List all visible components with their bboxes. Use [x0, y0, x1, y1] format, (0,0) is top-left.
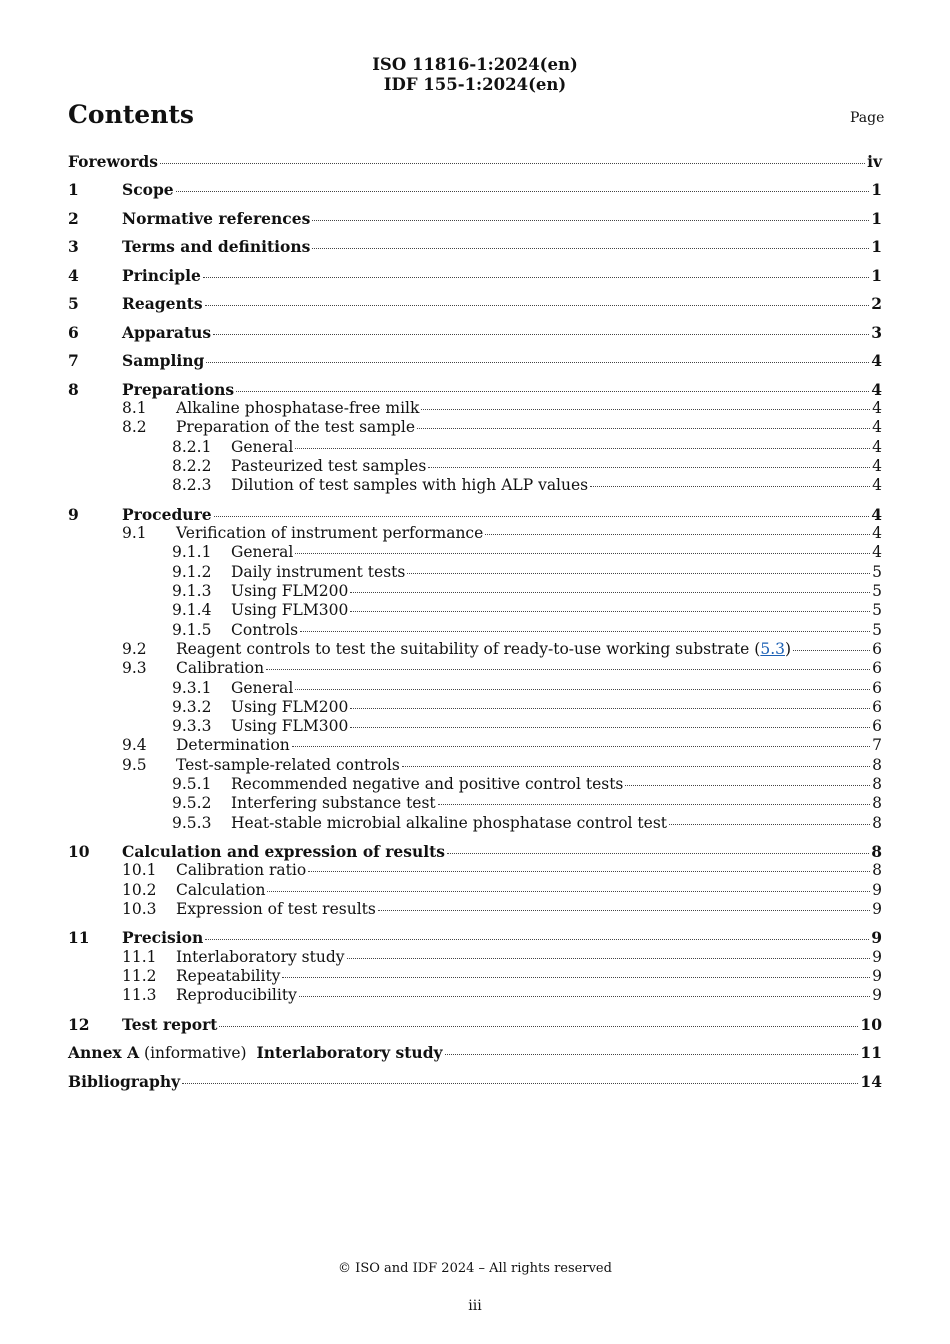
dot-leader [236, 379, 869, 392]
toc-entry-title-text: Daily instrument tests [231, 562, 406, 581]
toc-entry-title-text: Precision [122, 928, 204, 948]
toc-entry-title [68, 152, 158, 171]
toc-entry-title [231, 621, 298, 640]
toc-entry-title [122, 294, 203, 313]
dot-leader [485, 522, 870, 535]
toc-entry-page: 4 [872, 418, 882, 437]
dot-leader [267, 879, 870, 892]
toc-entry-page: 4 [871, 351, 882, 371]
toc-entry-title-text: Verification of instrument performance [176, 524, 484, 543]
toc-entry-title-text: Apparatus [122, 322, 212, 342]
toc-entry-page: 9 [872, 880, 882, 899]
toc-entry-title [122, 505, 212, 524]
document-header [0, 55, 950, 95]
dot-leader [669, 812, 870, 825]
dot-leader [347, 946, 871, 959]
toc-entry-title [231, 814, 667, 833]
toc-entry-number: 1 [68, 180, 79, 200]
toc-entry-title [122, 928, 203, 947]
toc-entry-title-text: Heat-stable microbial alkaline phosphatase control test [231, 813, 668, 832]
toc-entry-number: 9.1.4 [172, 601, 212, 620]
toc-entry-page: 5 [872, 601, 882, 620]
toc-entry-page: iv [867, 152, 882, 171]
toc-entry-page: 4 [871, 504, 882, 524]
toc-entry-number: 2 [68, 208, 79, 228]
dot-leader [350, 599, 870, 612]
annex-informative-label: (informative) [139, 1044, 257, 1063]
toc-entry[interactable] [68, 900, 882, 919]
toc-entry-number: 7 [68, 351, 79, 371]
toc-entry[interactable] [68, 476, 882, 495]
dot-leader [350, 580, 870, 593]
toc-entry-page: 4 [872, 476, 882, 495]
toc-entry-title-text: Preparation of the test sample [176, 418, 416, 437]
dot-leader [205, 927, 869, 940]
toc-entry-title-text: Expression of test results [176, 899, 376, 918]
toc-entry-page: 4 [872, 437, 882, 456]
copyright-footer: © ISO and IDF 2024 – All rights reserved [338, 1261, 612, 1276]
dot-leader [205, 293, 870, 306]
toc-entry-title-text: Principle [122, 265, 201, 285]
toc-entry-number: 9.3.2 [172, 697, 212, 716]
dot-leader [295, 541, 870, 554]
toc-entry-title-text: Controls [231, 620, 299, 639]
toc-entry-title-text: Using FLM200 [231, 697, 349, 716]
toc-entry-number: 11.1 [122, 947, 157, 966]
toc-entry-page: 8 [872, 861, 882, 880]
toc-entry-number: 9.1.5 [172, 620, 212, 639]
toc-entry[interactable] [68, 351, 882, 370]
toc-entry-number: 8.2.1 [172, 437, 212, 456]
toc-entry-title [231, 476, 588, 495]
toc-entry-title-text: Test report [122, 1014, 218, 1034]
toc-entry-number: 9.5.3 [172, 813, 212, 832]
toc-entry-title [122, 380, 234, 399]
dot-leader [445, 1042, 859, 1055]
toc-entry[interactable] [68, 180, 882, 199]
toc-entry[interactable] [68, 1072, 882, 1091]
toc-entry-title-text: Sampling [122, 351, 205, 371]
toc-entry-page: 2 [871, 294, 882, 314]
toc-entry-title-text: Calculation and expression of results [122, 842, 446, 862]
toc-entry-title-text: Repeatability [176, 967, 281, 986]
dot-leader [793, 638, 870, 651]
toc-entry-title [68, 1072, 180, 1091]
toc-entry-page: 1 [871, 237, 882, 257]
toc-entry-page: 5 [872, 562, 882, 581]
toc-entry-page: 6 [872, 678, 882, 697]
toc-entry-page: 5 [872, 582, 882, 601]
toc-entry-number: 9.4 [122, 736, 147, 755]
dot-leader [206, 350, 869, 363]
toc-entry-page: 6 [872, 639, 882, 658]
toc-entry-title [176, 881, 265, 900]
toc-entry-page: 8 [872, 813, 882, 832]
toc-entry-title [176, 659, 264, 678]
dot-leader [421, 397, 870, 410]
toc-entry-page: 9 [872, 967, 882, 986]
toc-entry-number: 11.2 [122, 967, 157, 986]
dot-leader [266, 657, 870, 670]
toc-entry-title-text: Bibliography [68, 1071, 181, 1091]
toc-entry-title [122, 351, 204, 370]
toc-entry-number: 10.2 [122, 880, 157, 899]
toc-entry-title [231, 698, 348, 717]
toc-entry-number: 8.2.2 [172, 457, 212, 476]
dot-leader [447, 841, 869, 854]
page-column-label: Page [850, 110, 885, 126]
toc-entry-number: 8 [68, 379, 79, 399]
dot-leader [308, 859, 870, 872]
toc-entry-number: 9.3.1 [172, 678, 212, 697]
toc-entry-title [122, 1015, 217, 1034]
toc-entry-number: 8.2.3 [172, 476, 212, 495]
toc-entry-title-text: Preparations [122, 379, 235, 399]
toc-entry-title-text: Reproducibility [176, 986, 297, 1005]
toc-entry-title-text: Reagents [122, 294, 203, 314]
toc-entry-title-text: Using FLM300 [231, 717, 349, 736]
dot-leader [590, 474, 870, 487]
toc-entry[interactable] [68, 294, 882, 313]
toc-entry[interactable] [68, 323, 882, 342]
toc-entry-title-text: Alkaline phosphatase-free milk [176, 399, 420, 418]
table-of-contents [68, 152, 882, 1091]
toc-entry-number: 9.3 [122, 659, 147, 678]
annex-label: Annex A [68, 1043, 140, 1063]
toc-entry-title [231, 438, 293, 457]
toc-entry-title [231, 582, 348, 601]
toc-entry-title-text: Interlaboratory study [256, 1043, 443, 1063]
toc-entry-number: 12 [68, 1014, 90, 1034]
toc-entry-page: 7 [872, 736, 882, 755]
toc-entry-title [122, 237, 310, 256]
page-title: Contents [68, 100, 195, 129]
toc-entry-title-text: Calculation [176, 880, 266, 899]
toc-entry-page: 1 [871, 265, 882, 285]
dot-leader [312, 236, 869, 249]
toc-entry-number: 9.1.3 [172, 582, 212, 601]
toc-entry-title-text: Recommended negative and positive control tests [231, 775, 624, 793]
dot-leader [176, 179, 870, 192]
toc-entry-number: 9.5 [122, 755, 147, 774]
toc-entry-number: 5 [68, 294, 79, 314]
toc-entry-page: 4 [871, 379, 882, 399]
toc-entry[interactable] [68, 1043, 882, 1062]
toc-entry-title-text: General [231, 678, 294, 697]
toc-entry-title-text: Using FLM300 [231, 601, 349, 620]
toc-entry-page: 5 [872, 620, 882, 639]
toc-entry[interactable] [68, 152, 882, 171]
toc-entry-title-suffix: ) [785, 639, 792, 658]
dot-leader [350, 696, 870, 709]
toc-entry-number: 9.1.1 [172, 543, 212, 562]
dot-leader [292, 734, 870, 747]
toc-entry-page: 4 [872, 524, 882, 543]
toc-entry-number: 11.3 [122, 986, 157, 1005]
dot-leader [312, 208, 869, 221]
toc-entry-page: 8 [872, 794, 882, 813]
toc-entry-title-text: Calibration ratio [176, 861, 307, 880]
toc-entry-title [176, 900, 376, 919]
toc-entry[interactable] [68, 1015, 882, 1034]
toc-entry-number: 9.1.2 [172, 562, 212, 581]
toc-entry-title [122, 209, 310, 228]
toc-entry-title-text: Procedure [122, 504, 212, 524]
dot-leader [625, 773, 870, 786]
toc-entry-title [176, 756, 400, 775]
dot-leader [214, 504, 870, 517]
toc-entry-title-text: Interlaboratory study [176, 947, 345, 966]
toc-entry-title [176, 399, 419, 418]
toc-entry-page: 8 [872, 755, 882, 774]
dot-leader [407, 561, 870, 574]
toc-entry-title [68, 1043, 443, 1063]
toc-entry-title-text: Pasteurized test samples [231, 457, 427, 476]
toc-entry-page: 6 [872, 697, 882, 716]
dot-leader [182, 1071, 858, 1084]
toc-entry-number: 9.5.2 [172, 794, 212, 813]
toc-entry-title-text: General [231, 543, 294, 562]
toc-entry-number: 9.3.3 [172, 717, 212, 736]
toc-entry-page: 9 [871, 928, 882, 948]
toc-entry-title-text: Determination [176, 736, 290, 755]
toc-entry-title-text: Reagent controls to test the suitability of ready-to-use working substrate ( [176, 639, 761, 658]
toc-entry-page: 3 [871, 322, 882, 342]
toc-entry-title-text: Using FLM200 [231, 582, 349, 601]
toc-entry[interactable] [68, 621, 882, 640]
toc-entry-title [176, 967, 280, 986]
toc-entry-page: 9 [872, 899, 882, 918]
toc-entry-page: 1 [871, 208, 882, 228]
toc-entry[interactable] [68, 209, 882, 228]
toc-entry-title-text: Test-sample-related controls [176, 755, 400, 774]
toc-entry[interactable] [68, 266, 882, 285]
dot-leader [300, 619, 870, 632]
toc-entry[interactable] [68, 986, 882, 1005]
toc-entry-title-text: Calibration [176, 659, 265, 678]
page-number: iii [468, 1298, 482, 1314]
toc-entry-number: 10.1 [122, 861, 157, 880]
dot-leader [160, 151, 865, 164]
toc-entry-number: 4 [68, 265, 79, 285]
toc-entry-page: 6 [872, 659, 882, 678]
toc-entry-page: 4 [872, 399, 882, 418]
header-iso-number: ISO 11816-1:2024(en) [372, 55, 578, 74]
toc-entry-page: 1 [871, 180, 882, 200]
toc-entry-number: 8.2 [122, 418, 147, 437]
toc-entry-page: 10 [860, 1014, 882, 1034]
dot-leader [417, 416, 870, 429]
dot-leader [219, 1014, 858, 1027]
toc-entry-page: 6 [872, 717, 882, 736]
toc-entry-title-text: Scope [122, 180, 174, 200]
toc-entry-page: 4 [872, 457, 882, 476]
toc-entry-title [231, 543, 293, 562]
header-idf-number: IDF 155-1:2024(en) [383, 75, 567, 94]
toc-entry-page: 8 [872, 775, 882, 793]
toc-entry-title-text: Terms and definitions [122, 237, 311, 257]
dot-leader [350, 715, 870, 728]
dot-leader [213, 322, 869, 335]
toc-entry-number: 6 [68, 322, 79, 342]
toc-entry-title-text: Normative references [122, 208, 311, 228]
toc-entry-page: 11 [860, 1043, 882, 1063]
toc-entry-title-text: General [231, 437, 294, 456]
toc-entry-page: 9 [872, 947, 882, 966]
dot-leader [402, 754, 870, 767]
toc-entry[interactable] [68, 814, 882, 833]
toc-entry-number: 10.3 [122, 899, 157, 918]
toc-entry-page: 4 [872, 543, 882, 562]
dot-leader [428, 455, 870, 468]
toc-entry-number: 9.1 [122, 524, 147, 543]
dot-leader [295, 436, 870, 449]
toc-entry[interactable] [68, 237, 882, 256]
toc-entry-title [231, 679, 293, 698]
cross-reference-link[interactable]: 5.3 [760, 639, 785, 658]
toc-entry-title [122, 180, 174, 199]
toc-entry-title [176, 986, 297, 1005]
toc-entry-number: 9.2 [122, 639, 147, 658]
dot-leader [299, 984, 870, 997]
toc-entry-title-text: Forewords [68, 152, 158, 171]
toc-entry-title [231, 457, 426, 476]
toc-entry-title-text: Interfering substance test [231, 794, 436, 813]
toc-entry-title [231, 794, 436, 813]
toc-entry-number: 10 [68, 842, 90, 862]
toc-entry-page: 14 [860, 1071, 882, 1091]
toc-entry-title-text: Dilution of test samples with high ALP values [231, 476, 589, 495]
toc-entry-title [176, 736, 290, 755]
toc-entry-page: 9 [872, 986, 882, 1005]
dot-leader [203, 265, 869, 278]
toc-entry-number: 11 [68, 928, 90, 948]
toc-entry-title [122, 323, 211, 342]
dot-leader [438, 792, 870, 805]
dot-leader [282, 965, 870, 978]
dot-leader [378, 898, 870, 911]
toc-entry-number: 9 [68, 504, 79, 524]
toc-entry-number: 9.5.1 [172, 775, 212, 793]
toc-entry-number: 8.1 [122, 399, 147, 418]
toc-entry-page: 8 [871, 842, 882, 862]
dot-leader [295, 677, 870, 690]
toc-entry-title [122, 266, 201, 285]
toc-entry-number: 3 [68, 237, 79, 257]
